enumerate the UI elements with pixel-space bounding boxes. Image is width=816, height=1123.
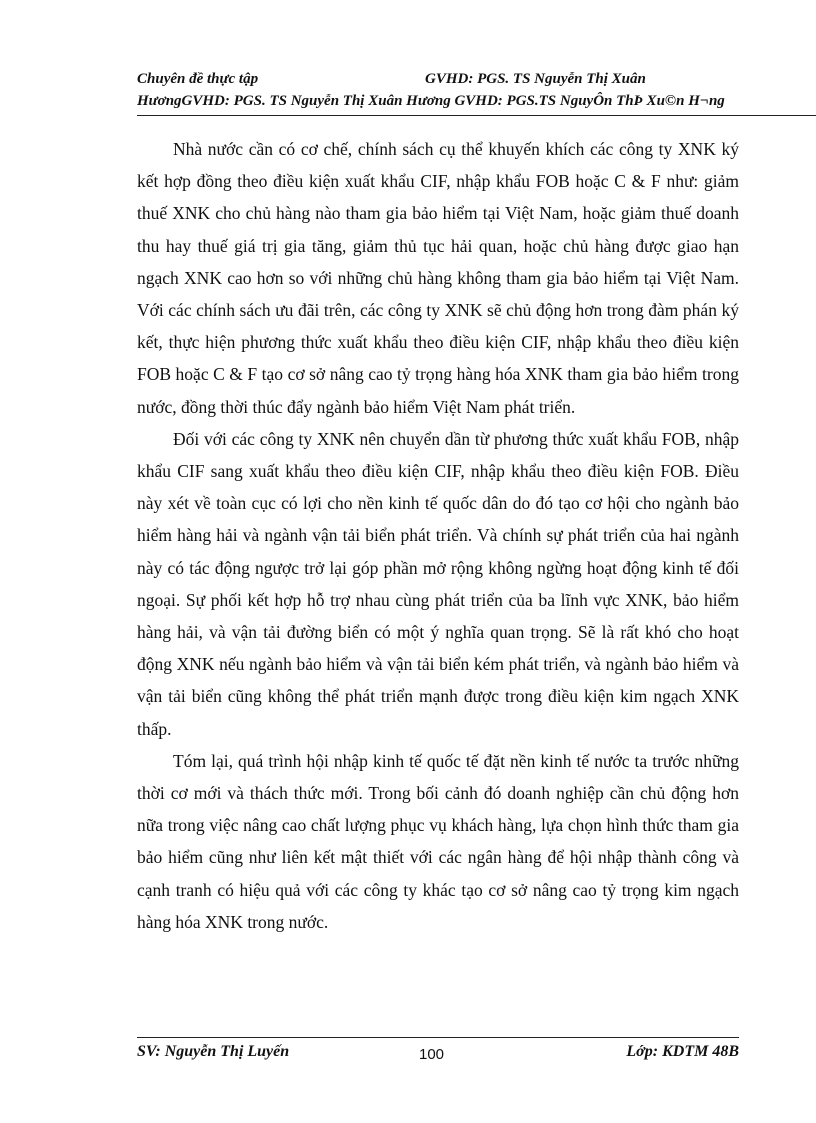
header-line-2: HươngGVHD: PGS. TS Nguyễn Thị Xuân Hương GVHD: PGS.TS NguyÔn ThÞ Xu©n H¬ng <box>137 93 725 109</box>
paragraph: Tóm lại, quá trình hội nhập kinh tế quốc tế đặt nền kinh tế nước ta trước những thời cơ mới và thách thức mới. Trong bối cảnh đó doanh nghiệp cần chủ động hơn nữa trong việc nâng cao chất lượng phục vụ khách hàng, lựa chọn hình thức tham gia bảo hiểm cũng như liên kết mật thiết với các ngân hàng để hội nhập thành công và cạnh tranh có hiệu quả với các công ty khác tạo cơ sở nâng cao tỷ trọng kim ngạch hàng hóa XNK trong nước. <box>137 750 739 932</box>
header-line-1 <box>137 68 816 90</box>
page-footer <box>137 1043 739 1067</box>
paragraph: Đối với các công ty XNK nên chuyển dần từ phương thức xuất khẩu FOB, nhập khẩu CIF sang xuất khẩu theo điều kiện CIF, nhập khẩu theo điều kiện FOB. Điều này xét về toàn cục có lợi cho nền kinh tế quốc dân do đó tạo cơ hội cho ngành bảo hiểm hàng hải và ngành vận tải biển phát triển. Và chính sự phát triển của hai ngành này có tác động ngược trở lại góp phần mở rộng không ngừng hoạt động kinh tế đối ngoại. Sự phối kết hợp hỗ trợ nhau cùng phát triển của ba lĩnh vực XNK, bảo hiểm hàng hải, và vận tải đường biển có một ý nghĩa quan trọng. Sẽ là rất khó cho hoạt động XNK nếu ngành bảo hiểm và vận tải biển kém phát triển, và ngành bảo hiểm và vận tải biển cũng không thể phát triển mạnh được trong điều kiện kim ngạch XNK thấp. <box>137 428 739 739</box>
page-number: 100 <box>419 1046 445 1063</box>
paragraph: Nhà nước cần có cơ chế, chính sách cụ thể khuyến khích các công ty XNK ký kết hợp đồng theo điều kiện xuất khẩu CIF, nhập khẩu FOB hoặc C & F như: giảm thuế XNK cho chủ hàng nào tham gia bảo hiểm tại Việt Nam, hoặc giảm thuế doanh thu hay thuế giá trị gia tăng, giảm thủ tục hải quan, hoặc chủ hàng được giao hạn ngạch XNK cao hơn so với những chủ hàng không tham gia bảo hiểm tại Việt Nam. Với các chính sách ưu đãi trên, các công ty XNK sẽ chủ động hơn trong đàm phán ký kết, thực hiện phương thức xuất khẩu theo điều kiện CIF, nhập khẩu theo điều kiện FOB hoặc C & F tạo cơ sở nâng cao tỷ trọng hàng hóa XNK tham gia bảo hiểm trong nước, đồng thời thúc đẩy ngành bảo hiểm Việt Nam phát triển. <box>137 139 739 417</box>
page-header <box>137 68 816 112</box>
header-supervisor: GVHD: PGS. TS Nguyễn Thị Xuân <box>425 71 646 87</box>
footer-divider <box>137 1037 739 1038</box>
footer-class: Lớp: KDTM 48B <box>626 1043 739 1060</box>
header-report-type: Chuyên đề thực tập <box>137 71 259 87</box>
header-divider <box>137 115 816 116</box>
document-body <box>137 133 739 938</box>
footer-student-name: SV: Nguyễn Thị Luyến <box>137 1043 290 1060</box>
